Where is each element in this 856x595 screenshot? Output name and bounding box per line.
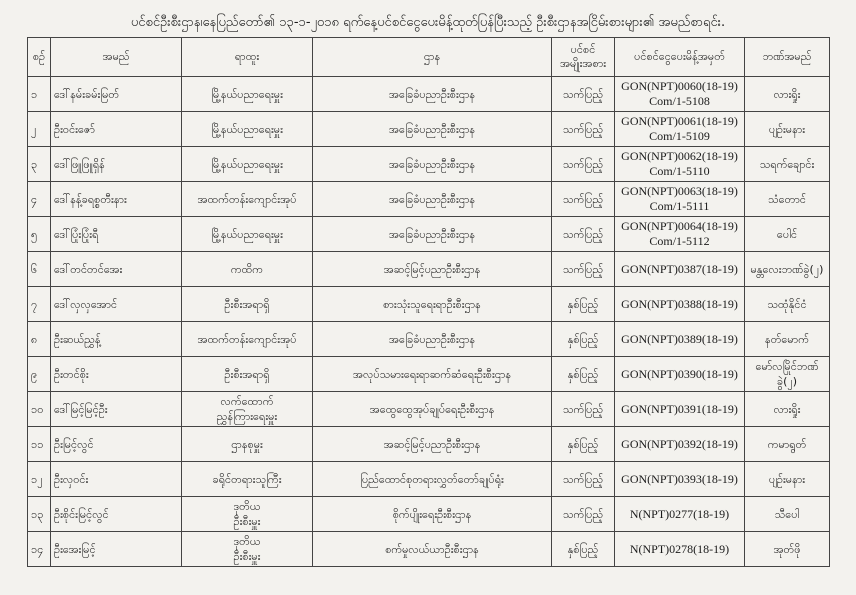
- col-header-no: စဉ်: [28, 38, 51, 77]
- cell-rank-line: ဦးစီးမှူး: [233, 550, 261, 563]
- cell-name: ဦးဝင်းဇော်: [51, 112, 182, 147]
- table-row: [28, 497, 830, 532]
- cell-type: သက်ပြည့်: [552, 147, 615, 182]
- cell-dept: အလုပ်သမားရေးရာဆက်ဆံရေးဦးစီးဌာန: [313, 357, 552, 392]
- cell-reg-line: Com/1-5110: [649, 164, 710, 178]
- cell-reg-line: Com/1-5108: [649, 94, 710, 108]
- cell-hometown: သီပေါ: [745, 497, 830, 532]
- cell-rank: [182, 427, 313, 462]
- cell-hometown: သံတောင်: [745, 182, 830, 217]
- table-row: [28, 112, 830, 147]
- cell-reg-line: GON(NPT)0060(18-19): [621, 79, 738, 93]
- cell-rank-line: မြို့နယ်ပညာရေးမှူး: [211, 157, 283, 171]
- col-header-name: အမည်: [51, 38, 182, 77]
- cell-type: သက်ပြည့်: [552, 112, 615, 147]
- cell-dept: ပြည်ထောင်စုတရားလွှတ်တော်ချုပ်ရုံး: [313, 462, 552, 497]
- cell-reg-line: GON(NPT)0064(18-19): [621, 219, 738, 233]
- cell-type: သက်ပြည့်: [552, 217, 615, 252]
- cell-rank: [182, 217, 313, 252]
- cell-no: ၁: [28, 77, 51, 112]
- cell-no: ၆: [28, 252, 51, 287]
- cell-type: သက်ပြည့်: [552, 182, 615, 217]
- cell-dept: အထွေထွေအုပ်ချုပ်ရေးဦးစီးဌာန: [313, 392, 552, 427]
- cell-reg-line: N(NPT)0277(18-19): [629, 506, 730, 521]
- cell-hometown: ပေါင်: [745, 217, 830, 252]
- cell-reg: [615, 462, 745, 497]
- cell-name: ဒေါ်မြင့်မြင့်ဦး: [51, 392, 182, 427]
- cell-dept: စားသုံးသူရေးရာဦးစီးဌာန: [313, 287, 552, 322]
- cell-rank: [182, 287, 313, 322]
- cell-reg: [615, 217, 745, 252]
- cell-no: ၁၄: [28, 532, 51, 567]
- table-row: [28, 252, 830, 287]
- cell-type: နှစ်ပြည့်: [552, 427, 615, 462]
- cell-dept: အခြေခံပညာဦးစီးဌာန: [313, 322, 552, 357]
- cell-rank-line: မြို့နယ်ပညာရေးမှူး: [211, 122, 283, 136]
- table-row: [28, 532, 830, 567]
- cell-name: ဦးတင်စိုး: [51, 357, 182, 392]
- cell-rank-line: အထက်တန်းကျောင်းအုပ်: [197, 332, 297, 346]
- cell-reg: [615, 77, 745, 112]
- cell-type: သက်ပြည့်: [552, 392, 615, 427]
- cell-rank-line: ကထိက: [230, 262, 264, 276]
- cell-type: နှစ်ပြည့်: [552, 287, 615, 322]
- cell-type: သက်ပြည့်: [552, 462, 615, 497]
- cell-reg: [615, 182, 745, 217]
- cell-rank-line: ဦးစီးအရာရှိ: [224, 297, 270, 311]
- cell-type: သက်ပြည့်: [552, 252, 615, 287]
- col-header-type-line2: အမျိုးအစား: [559, 57, 607, 70]
- cell-name: ဒေါ်ပြုံးပြုံးရီ: [51, 217, 182, 252]
- cell-type: သက်ပြည့်: [552, 497, 615, 532]
- cell-no: ၁၁: [28, 427, 51, 462]
- cell-rank: [182, 462, 313, 497]
- table-row: [28, 77, 830, 112]
- cell-rank-line: အထက်တန်းကျောင်းအုပ်: [197, 192, 297, 206]
- cell-hometown: ပျဉ်းမနား: [745, 112, 830, 147]
- cell-rank-line: ဦးစီးမှူး: [233, 515, 261, 528]
- cell-reg: [615, 112, 745, 147]
- cell-no: ၂: [28, 112, 51, 147]
- cell-rank-line: လက်ထောက်: [220, 395, 274, 408]
- col-header-type: [552, 38, 615, 77]
- cell-type: နှစ်ပြည့်: [552, 322, 615, 357]
- cell-dept: အခြေခံပညာဦးစီးဌာန: [313, 112, 552, 147]
- cell-rank-line: ခရိုင်တရားသူကြီး: [212, 472, 282, 486]
- table-row: [28, 462, 830, 497]
- cell-dept: အခြေခံပညာဦးစီးဌာန: [313, 217, 552, 252]
- cell-dept: အခြေခံပညာဦးစီးဌာန: [313, 77, 552, 112]
- cell-type: နှစ်ပြည့်: [552, 532, 615, 567]
- cell-dept: အဆင့်မြင့်ပညာဦးစီးဌာန: [313, 252, 552, 287]
- table-row: [28, 357, 830, 392]
- cell-dept: စက်မှုလယ်ယာဦးစီးဌာန: [313, 532, 552, 567]
- cell-rank: [182, 322, 313, 357]
- cell-reg: [615, 392, 745, 427]
- cell-reg-line: GON(NPT)0391(18-19): [621, 401, 738, 416]
- cell-dept: အဆင့်မြင့်ပညာဦးစီးဌာန: [313, 427, 552, 462]
- cell-name: ဦးမြင့်လွင်: [51, 427, 182, 462]
- cell-hometown: ကမာရွတ်: [745, 427, 830, 462]
- col-header-reg: ပင်စင်ငွေပေးမိန့်အမှတ်: [615, 38, 745, 77]
- table-row: [28, 182, 830, 217]
- cell-reg-line: Com/1-5112: [649, 234, 710, 248]
- cell-name: ဦးလှဝင်း: [51, 462, 182, 497]
- cell-rank-line: ဒုတိယ: [233, 535, 261, 548]
- cell-rank-line: မြို့နယ်ပညာရေးမှူး: [211, 87, 283, 101]
- cell-reg: [615, 357, 745, 392]
- col-header-dept: ဌာန: [313, 38, 552, 77]
- cell-rank-line: ညွှန်ကြားရေးမှူး: [216, 410, 278, 423]
- table-row: [28, 217, 830, 252]
- table-row: [28, 147, 830, 182]
- cell-rank: [182, 357, 313, 392]
- cell-no: ၄: [28, 182, 51, 217]
- cell-rank: [182, 532, 313, 567]
- cell-reg-line: GON(NPT)0393(18-19): [621, 471, 738, 486]
- table-row: [28, 392, 830, 427]
- cell-reg-line: GON(NPT)0063(18-19): [621, 184, 738, 198]
- cell-rank: [182, 77, 313, 112]
- cell-hometown: မန္တလေးဘဏ်ခွဲ(၂): [745, 252, 830, 287]
- cell-dept: အခြေခံပညာဦးစီးဌာန: [313, 182, 552, 217]
- cell-reg: [615, 287, 745, 322]
- page-title: ပင်စင်ဦးစီးဌာန၊နေပြည်တော်၏ ၁၃-၁-၂၀၁၈ ရက်နေ့ပင်စင်ငွေပေးမိန့်ထုတ်ပြန်ပြီးသည့် ဦးစီးဌာနအငြိမ်းစားများ၏ အမည်စာရင်း.: [130, 15, 726, 30]
- cell-reg-line: GON(NPT)0390(18-19): [621, 366, 738, 381]
- cell-reg: [615, 532, 745, 567]
- cell-no: ၇: [28, 287, 51, 322]
- cell-reg: [615, 497, 745, 532]
- header-row: [28, 38, 830, 77]
- table-row: [28, 287, 830, 322]
- cell-hometown: နတ်မောက်: [745, 322, 830, 357]
- cell-reg-line: Com/1-5111: [649, 199, 710, 213]
- cell-name: ဒေါ်ဖြူဖြူရှိန်: [51, 147, 182, 182]
- cell-name: ဒေါ်တင်တင်အေး: [51, 252, 182, 287]
- cell-name: ဦးစိုင်းမြင့်လွင်: [51, 497, 182, 532]
- cell-rank-line: ဦးစီးအရာရှိ: [224, 367, 270, 381]
- cell-name: ဦးအေးမြင့်: [51, 532, 182, 567]
- cell-hometown: အုတ်ဖို: [745, 532, 830, 567]
- col-header-rank: ရာထူး: [182, 38, 313, 77]
- cell-dept: အခြေခံပညာဦးစီးဌာန: [313, 147, 552, 182]
- cell-rank-line: ဒုတိယ: [233, 500, 261, 513]
- cell-rank: [182, 182, 313, 217]
- cell-hometown: မော်လမြိုင်ဘဏ်ခွဲ(၂): [745, 357, 830, 392]
- cell-reg: [615, 322, 745, 357]
- col-header-type-line1: ပင်စင်: [570, 43, 596, 56]
- roster-body: [28, 77, 830, 567]
- cell-rank: [182, 252, 313, 287]
- cell-dept: စိုက်ပျိုးရေးဦးစီးဌာန: [313, 497, 552, 532]
- col-header-hometown: ဘဏ်အမည်: [745, 38, 830, 77]
- cell-reg-line: GON(NPT)0061(18-19): [621, 114, 738, 128]
- cell-reg: [615, 252, 745, 287]
- cell-hometown: ပျဉ်းမနား: [745, 462, 830, 497]
- cell-name: ဦးဆယ်ညွှန့်: [51, 322, 182, 357]
- cell-rank: [182, 392, 313, 427]
- cell-reg-line: GON(NPT)0388(18-19): [621, 296, 738, 311]
- cell-rank-line: မြို့နယ်ပညာရေးမှူး: [211, 227, 283, 241]
- pension-roster-table: [27, 37, 830, 567]
- cell-reg-line: GON(NPT)0387(18-19): [621, 261, 738, 276]
- cell-no: ၅: [28, 217, 51, 252]
- cell-type: နှစ်ပြည့်: [552, 357, 615, 392]
- cell-hometown: သရက်ချောင်း: [745, 147, 830, 182]
- cell-hometown: သထုံနိုင်ငံ: [745, 287, 830, 322]
- cell-no: ၉: [28, 357, 51, 392]
- cell-rank: [182, 112, 313, 147]
- table-row: [28, 322, 830, 357]
- cell-type: သက်ပြည့်: [552, 77, 615, 112]
- cell-rank: [182, 147, 313, 182]
- cell-reg: [615, 147, 745, 182]
- cell-no: ၈: [28, 322, 51, 357]
- cell-name: ဒေါ်နန့်ခရစ္စတီးနား: [51, 182, 182, 217]
- cell-hometown: လားရှိုး: [745, 392, 830, 427]
- cell-hometown: လားရှိုး: [745, 77, 830, 112]
- cell-name: ဒေါ်လှလှအောင်: [51, 287, 182, 322]
- table-row: [28, 427, 830, 462]
- cell-reg-line: Com/1-5109: [649, 129, 710, 143]
- cell-no: ၁၂: [28, 462, 51, 497]
- cell-name: ဒေါ်နမ်းခမ်းမြတ်: [51, 77, 182, 112]
- cell-no: ၃: [28, 147, 51, 182]
- cell-no: ၁၀: [28, 392, 51, 427]
- cell-reg: [615, 427, 745, 462]
- cell-no: ၁၃: [28, 497, 51, 532]
- cell-reg-line: N(NPT)0278(18-19): [629, 541, 730, 556]
- cell-reg-line: GON(NPT)0392(18-19): [621, 436, 738, 451]
- cell-rank: [182, 497, 313, 532]
- cell-reg-line: GON(NPT)0389(18-19): [621, 331, 738, 346]
- cell-rank-line: ဌာနစုမှူး: [231, 437, 263, 451]
- cell-reg-line: GON(NPT)0062(18-19): [621, 149, 738, 163]
